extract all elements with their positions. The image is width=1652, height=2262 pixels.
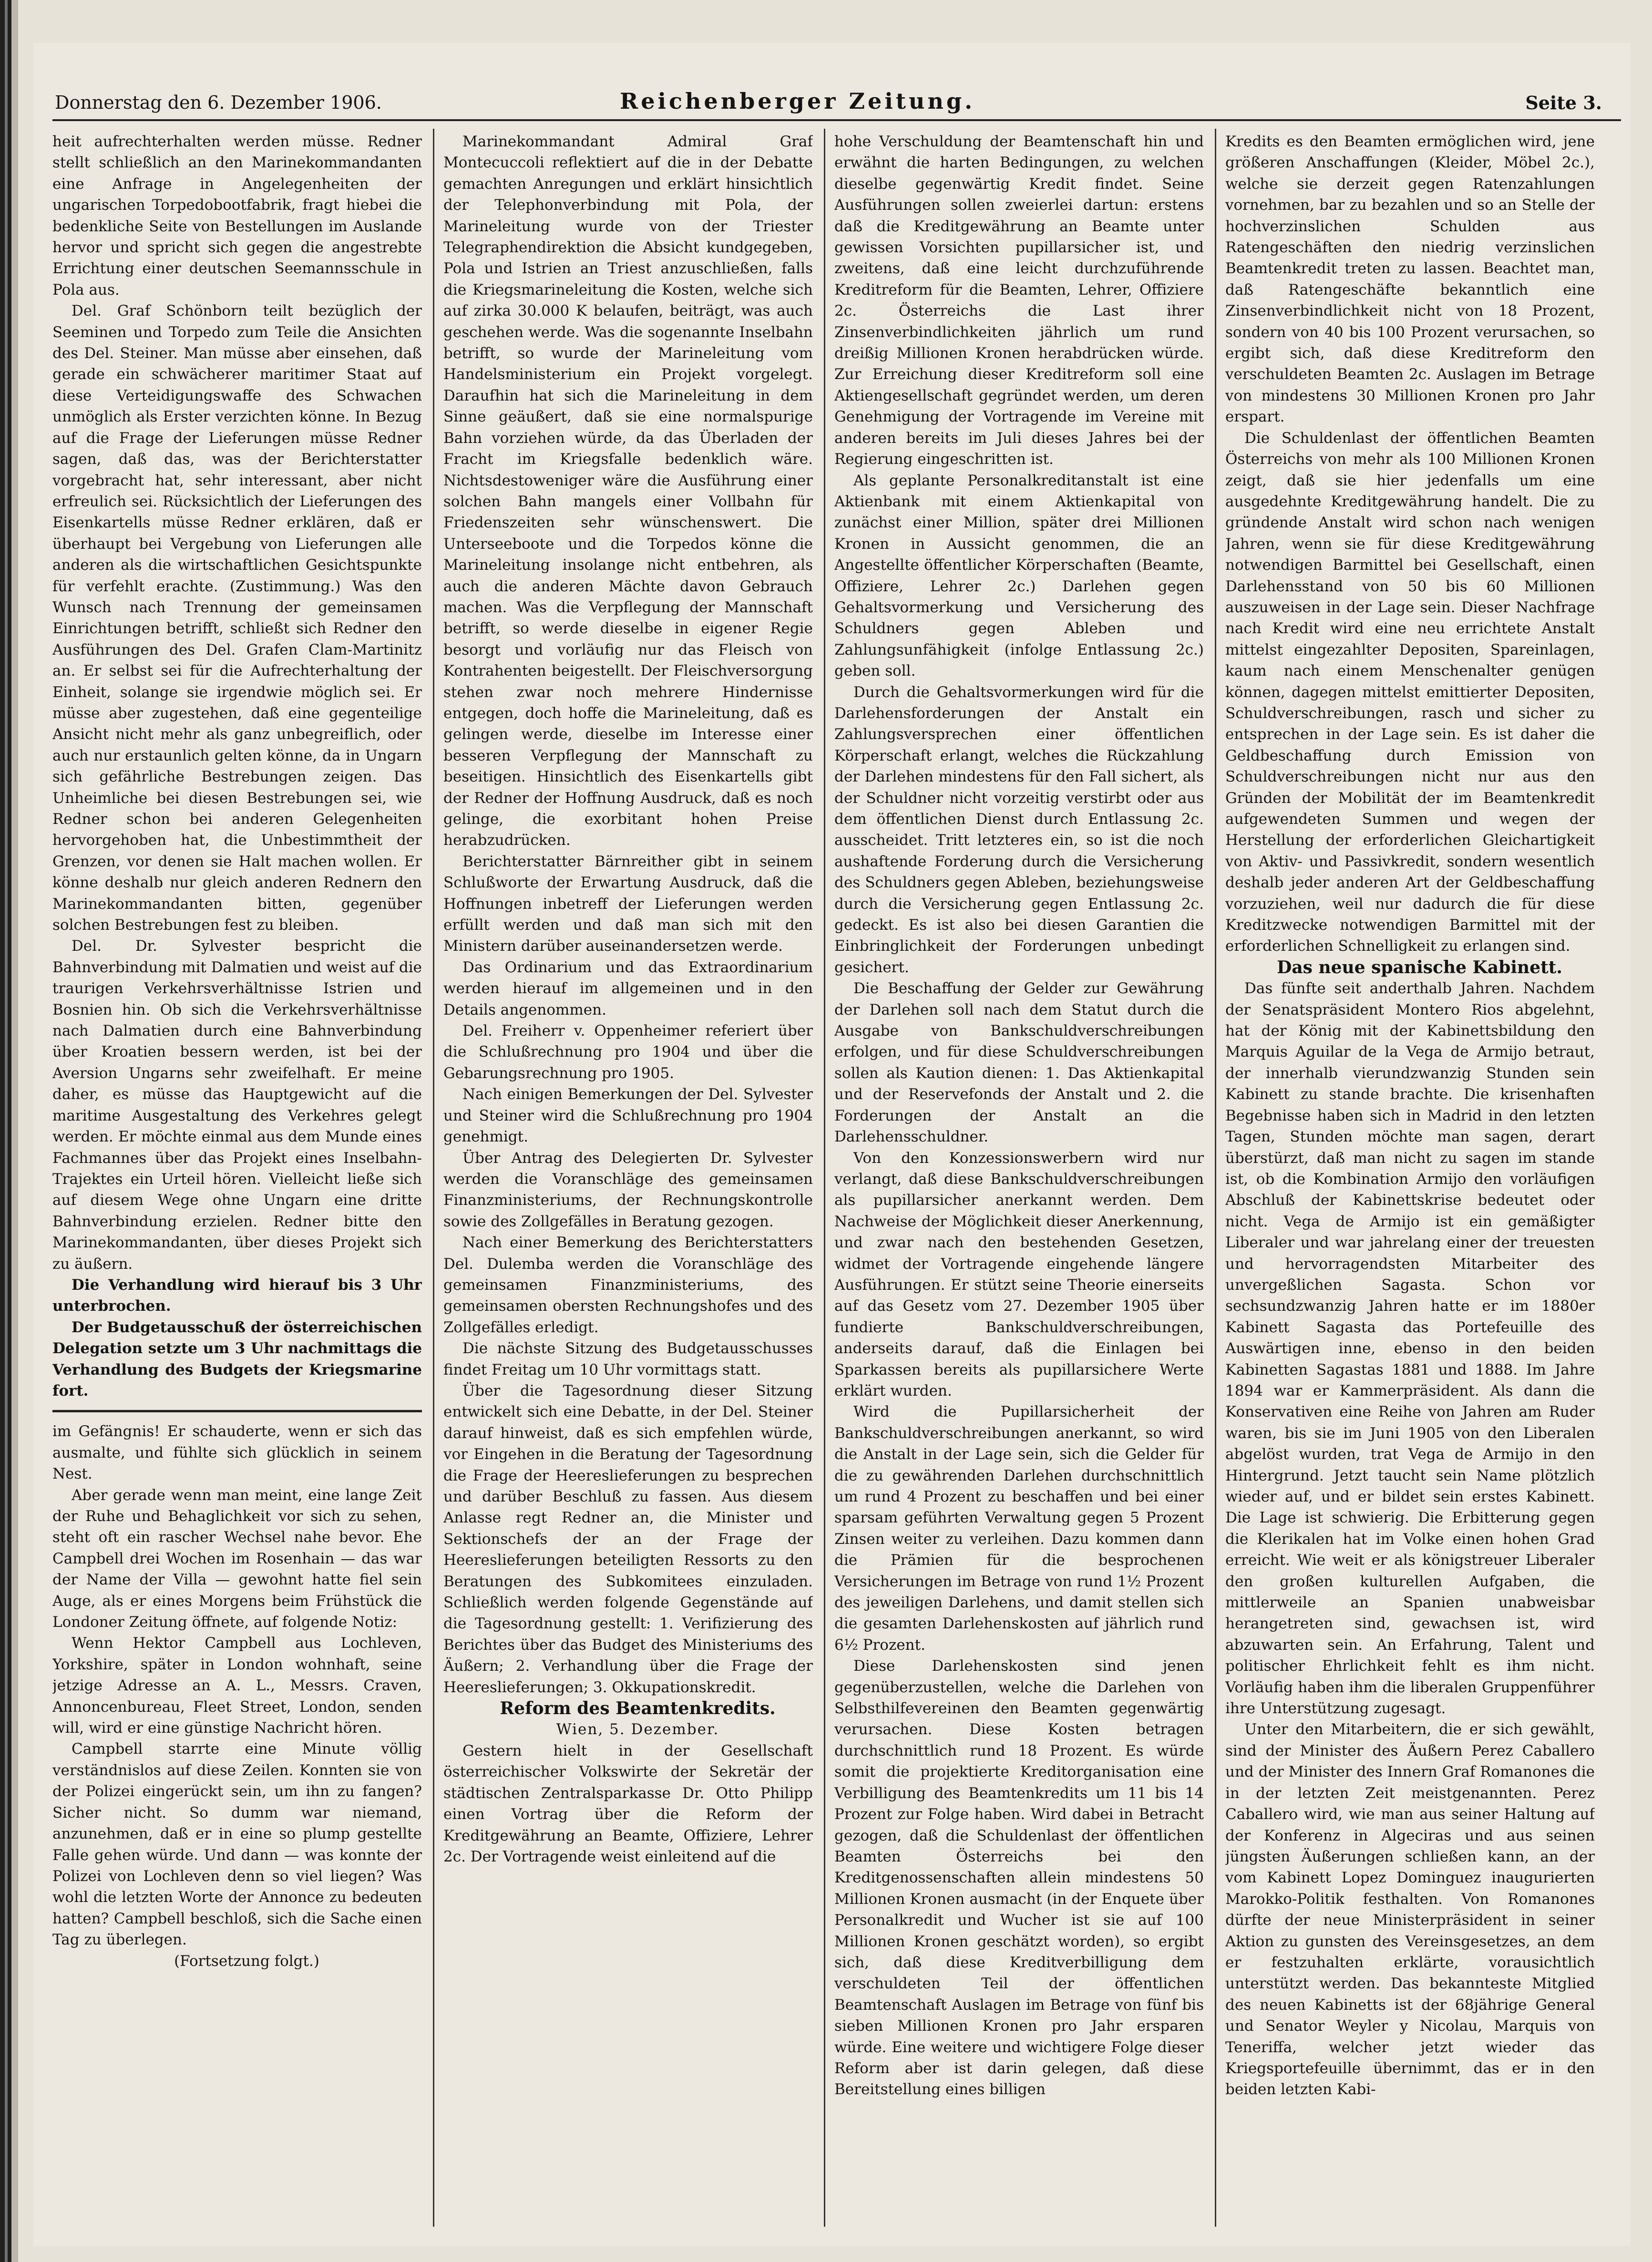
paragraph: Über die Tagesordnung dieser Sitzung entwickelt sich eine Debatte, in der Del. Steiner darauf hinweist, daß es sich empfehlen würde, vor Eingehen in die Beratung der Tagesordnung die Frage der Heereslieferungen zu besprechen und darüber Beschluß zu fassen. Aus diesem Anlasse regt Redner an, die Minister und Sektionschefs der an der Frage der Heereslieferungen beteiligten Ressorts zu den Beratungen des Subkomitees einzuladen. Schließlich werden folgende Gegenstände auf die Tagesordnung gestellt: 1. Verifizierung des Berichtes über das Budget des Ministeriums des Äußern; 2. Verhandlung über die Frage der Heereslieferungen; 3. Okkupationskredit.: [443, 1382, 813, 1696]
paragraph: Das Ordinarium und das Extraordinarium werden hierauf im allgemeinen und in den Details angenommen.: [443, 958, 813, 1018]
column-rule: [433, 129, 434, 2227]
paragraph: Marinekommandant Admiral Graf Montecuccoli reflektiert auf die in der Debatte gemachten Anregungen und erklärt hinsichtlich der Telephonverbindung mit Pola, der Marineleitung wurde von der Triester Telegraphendirektion die Absicht kundgegeben, Pola und Istrien an Triest anzuschließen, falls die Kriegsmarineleitung die Kosten, welche sich auf zirka 30.000 K belaufen, beiträgt, was auch geschehen werde. Was die sogenannte Inselbahn betrifft, so wurde der Marineleitung vom Handelsministerium ein Projekt vorgelegt. Daraufhin hat sich die Marineleitung in dem Sinne geäußert, daß sie eine normalspurige Bahn vorziehen würde, da das Überladen der Fracht im Kriegsfalle bedenklich wäre. Nichtsdestoweniger wäre die Ausführung einer solchen Bahn mangels einer Vollbahn für Friedenszeiten sehr wünschenswert. Die Unterseeboote und die Torpedos könne die Marineleitung insolange nicht entbehren, als auch die anderen Mächte davon Gebrauch machen. Was die Verpflegung der Mannschaft betrifft, so werde dieselbe in eigener Regie besorgt und vorläufig nur das Fleisch von Kontrahenten beigestellt. Der Fleischversorgung stehen zwar noch mehrere Hindernisse entgegen, doch hoffe die Marineleitung, daß es gelingen werde, dieselbe im Interesse einer besseren Verpflegung der Mannschaft zu beseitigen. Hinsichtlich des Eisenkartells gibt der Redner der Hoffnung Ausdruck, daß es noch gelinge, die exorbitant hohen Preise herabzudrücken.: [443, 133, 813, 849]
feuilleton-rule: [52, 1410, 422, 1412]
paragraph: Del. Freiherr v. Oppenheimer referiert über die Schlußrechnung pro 1904 und über die Gebarungsrechnung pro 1905.: [443, 1022, 813, 1082]
scan-edge: [0, 0, 18, 2262]
paragraph: Gestern hielt in der Gesellschaft österreichischer Volkswirte der Sekretär der städtischen Zentralsparkasse Dr. Otto Philipp einen Vortrag über die Reform der Kreditgewährung an Beamte, Offiziere, Lehrer 2c. Der Vortragende weist einleitend auf die: [443, 1742, 813, 1865]
paragraph: Nach einer Bemerkung des Berichterstatters Del. Dulemba werden die Voranschläge des gemeinsamen Finanzministeriums, des gemeinsamen obersten Rechnungshofes und des Zollgefälles erledigt.: [443, 1234, 813, 1336]
paragraph: Über Antrag des Delegierten Dr. Sylvester werden die Voranschläge des gemeinsamen Finanzministeriums, der Rechnungskontrolle sowie des Zollgefälles in Beratung gezogen.: [443, 1149, 813, 1230]
header-rule: [52, 119, 1621, 121]
page-header: [33, 88, 1631, 117]
column-2: [443, 131, 813, 1867]
paragraph: Durch die Gehaltsvormerkungen wird für die Darlehensforderungen der Anstalt ein Zahlungsversprechen einer öffentlichen Körperschaft erlangt, welches die Rückzahlung der Darlehen mindestens für den Fall sichert, als der Schuldner nicht vorzeitig verstirbt oder aus dem öffentlichen Dienst durch Entlassung 2c. ausscheidet. Tritt letzteres ein, so ist die noch aushaftende Forderung durch die Versicherung des Schuldners gegen Ableben, beziehungsweise durch die Versicherung gegen Entlassung 2c. gedeckt. Es ist also bei diesen Garantien die Einbringlichkeit der Forderungen unbedingt gesichert.: [834, 683, 1204, 976]
column-rule: [1215, 129, 1216, 2227]
paragraph: Der Budgetausschuß der österreichischen Delegation setzte um 3 Uhr nachmittags die Verhandlung des Budgets der Kriegsmarine fort.: [52, 1318, 422, 1399]
masthead: Reichenberger Zeitung.: [620, 88, 975, 114]
paragraph: Die Schuldenlast der öffentlichen Beamten Österreichs von mehr als 100 Millionen Kronen zeigt, daß sie hier jedenfalls um eine ausgedehnte Kreditgewährung handelt. Die zu gründende Anstalt wird schon nach wenigen Jahren, wenn sie für diese Kreditgewährung notwendigen Barmittel bei Gesellschaft, einen Darlehensstand von 50 bis 60 Millionen auszuweisen in der Lage sein. Dieser Nachfrage nach Kredit wird eine neu errichtete Anstalt mittelst eingezahlter Depositen, Spareinlagen, kaum nach einem Menschenalter genügen können, dagegen mittelst emittierter Depositen, Schuldverschreibungen, rasch und sicher zu entsprechen in der Lage sein. Es ist daher die Geldbeschaffung durch Emission von Schuldverschreibungen nicht nur aus den Gründen der Mobilität der im Beamtenkredit aufgewendeten Summen und wegen der Herstellung der erforderlichen Gleichartigkeit von Aktiv- und Passivkredit, sondern wesentlich deshalb jeder anderen Art der Geldbeschaffung vorzuziehen, weil nur dadurch die für diese Kreditzwecke notwendigen Barmittel mit der erforderlichen Schnelligkeit zu erlangen sind.: [1225, 429, 1595, 955]
paragraph: Del. Graf Schönborn teilt bezüglich der Seeminen und Torpedo zum Teile die Ansichten des Del. Steiner. Man müsse aber einsehen, daß gerade ein schwächerer maritimer Staat auf diese Verteidigungswaffe des Schwachen unmöglich als Erster verzichten könne. In Bezug auf die Frage der Lieferungen müsse Redner sagen, daß das, was der Berichterstatter vorgebracht hat, sehr interessant, aber nicht erfreulich sei. Rücksichtlich der Lieferungen des Eisenkartells müsse Redner erklären, daß er überhaupt bei Vergebung von Lieferungen alle anderen als die wirtschaftlichen Gesichtspunkte für verfehlt erachte. (Zustimmung.) Was den Wunsch nach Trennung der gemeinsamen Einrichtungen betrifft, schließt sich Redner den Ausführungen des Del. Grafen Clam-Martinitz an. Er selbst sei für die Aufrechterhaltung der Einheit, solange sie irgendwie möglich sei. Er müsse aber zugestehen, daß eine gegenteilige Ansicht nicht mehr als ganz unbegreiflich, oder auch nur erstaunlich gelten könne, da in Ungarn sich gefährliche Bestrebungen zeigen. Das Unheimliche bei diesen Bestrebungen sei, wie Redner schon bei anderen Gelegenheiten hervorgehoben hat, die Unbestimmtheit der Grenzen, vor denen sie Halt machen wollen. Er könne deshalb nur gleich anderen Rednern den Marinekommandanten bitten, gegenüber solchen Bestrebungen fest zu bleiben.: [52, 302, 422, 934]
paragraph: Die nächste Sitzung des Budgetausschusses findet Freitag um 10 Uhr vormittags statt.: [443, 1340, 813, 1378]
paragraph: Das fünfte seit anderthalb Jahren. Nachdem der Senatspräsident Montero Rios abgelehnt, hat der König mit der Kabinettsbildung den Marquis Aguilar de la Vega de Armijo betraut, der innerhalb vierundzwanzig Stunden sein Kabinett zu stande brachte. Die krisenhaften Begebnisse haben sich in Madrid in den letzten Tagen, Stunden möchte man sagen, derart überstürzt, daß man nicht zu sagen im stande ist, ob die Kombination Armijo den vorläufigen Abschluß der Kabinettskrise bedeutet oder nicht. Vega de Armijo ist ein gemäßigter Liberaler und war jahrelang einer der treuesten und hervorragendsten Mitarbeiter des unvergeßlichen Sagasta. Schon vor sechsundzwanzig Jahren hatte er im 1880er Kabinett Sagasta das Portefeuille des Auswärtigen inne, ebenso in den beiden Kabinetten Sagastas 1881 und 1888. Im Jahre 1894 war er Kammerpräsident. Als dann die Konservativen eine Reihe von Jahren am Ruder waren, bis sie im Juni 1905 von den Liberalen abgelöst wurden, trat Vega de Armijo in den Hintergrund. Jetzt taucht sein Name plötzlich wieder auf, und er bildet sein erstes Kabinett. Die Lage ist schwierig. Die Erbitterung gegen die Klerikalen hat im Volke einen hohen Grad erreicht. Wie weit er als königstreuer Liberaler den großen kulturellen Aufgaben, die mittlerweile an Spanien unabweisbar herangetreten sind, gewachsen ist, wird abzuwarten sein. An Erfahrung, Talent und politischer Ehrlichkeit fehlt es ihm nicht. Vorläufig haben ihm die liberalen Gruppenführer ihre Unterstützung zugesagt.: [1225, 980, 1595, 1717]
dateline: Wien, 5. Dezember.: [556, 1721, 719, 1738]
paragraph: hohe Verschuldung der Beamtenschaft hin und erwähnt die harten Bedingungen, zu welchen dieselbe gegenwärtig Kredit findet. Seine Ausführungen sollen zweierlei dartun: erstens daß die Kreditgewährung an Beamte unter gewissen Vorsichten pupillarsicher ist, und zweitens, daß eine leicht durchzuführende Kreditreform für die Beamten, Lehrer, Offiziere 2c. Österreichs die Last ihrer Zinsenverbindlichkeiten jährlich um rund dreißig Millionen Kronen herabdrücken würde. Zur Erreichung dieser Kreditreform soll eine Aktiengesellschaft gegründet werden, um deren Genehmigung der Vortragende im Vereine mit anderen bereits im Juli dieses Jahres bei der Regierung eingeschritten ist.: [834, 133, 1204, 468]
column-3: [834, 131, 1204, 2100]
paragraph: Die Beschaffung der Gelder zur Gewährung der Darlehen soll nach dem Statut durch die Ausgabe von Bankschuldverschreibungen erfolgen, und für diese Schuldverschreibungen sollen als Kaution dienen: 1. Das Aktienkapital und der Reservefonds der Anstalt und 2. die Forderungen der Anstalt an die Darlehensschuldner.: [834, 980, 1204, 1146]
novel-paragraph: Wenn Hektor Campbell aus Lochleven, Yorkshire, später in London wohnhaft, seine jetzige Adresse an A. L., Messrs. Craven, Annoncenbureau, Fleet Street, London, senden will, wird er eine günstige Nachricht hören.: [52, 1635, 422, 1737]
paragraph: Wird die Pupillarsicherheit der Bankschuldverschreibungen anerkannt, so wird die Anstalt in der Lage sein, sich die Gelder für die zu gewährenden Darlehen durchschnittlich um rund 4 Prozent zu beschaffen und bei einer sparsam geführten Verwaltung gegen 5 Prozent Zinsen weiter zu verleihen. Dazu kommen dann die Prämien für die besprochenen Versicherungen im Betrage von rund 1½ Prozent des jeweiligen Darlehens, und damit stellen sich die gesamten Darlehenskosten auf jährlich rund 6½ Prozent.: [834, 1403, 1204, 1654]
paragraph: Del. Dr. Sylvester bespricht die Bahnverbindung mit Dalmatien und weist auf die traurigen Verkehrsverhältnisse Istrien und Bosnien hin. Ob sich die Verkehrsverhältnisse nach Dalmatien durch eine Bahnverbindung über Kroatien bessern werden, ist bei der Aversion Ungarns sehr zweifelhaft. Er meine daher, es müsse das Hauptgewicht auf die maritime Ausgestaltung des Verkehres gelegt werden. Er möchte einmal aus dem Munde eines Fachmannes über das Projekt eines Inselbahn-Trajektes ein Urteil hören. Vielleicht ließe sich auf diesem Wege ohne Ungarn eine dritte Bahnverbindung erzielen. Redner bitte den Marinekommandanten, über dieses Projekt sich zu äußern.: [52, 937, 422, 1273]
article-headline: Das neue spanische Kabinett.: [1277, 957, 1562, 977]
paragraph: Als geplante Personalkreditanstalt ist eine Aktienbank mit einem Aktienkapital von zunächst einer Million, später drei Millionen Kronen in Aussicht genommen, die an Angestellte öffentlicher Körperschaften (Beamte, Offiziere, Lehrer 2c.) Darlehen gegen Gehaltsvormerkung und Versicherung des Schuldners gegen Ableben und Zahlungsunfähigkeit (infolge Entlassung 2c.) geben soll.: [834, 472, 1204, 680]
paragraph: Von den Konzessionswerbern wird nur verlangt, daß diese Bankschuldverschreibungen als pupillarsicher anerkannt werden. Dem Nachweise der Möglichkeit dieser Anerkennung, und zwar nach den bestehenden Gesetzen, widmet der Vortragende eingehende längere Ausführungen. Er stützt seine Theorie einerseits auf das Gesetz vom 27. Dezember 1905 über fundierte Bankschuldverschreibungen, anderseits darauf, daß die Einlagen bei Sparkassen bereits als pupillarsichere Werte erklärt wurden.: [834, 1149, 1204, 1399]
paragraph: Nach einigen Bemerkungen der Del. Sylvester und Steiner wird die Schlußrechnung pro 1904 genehmigt.: [443, 1086, 813, 1146]
novel-paragraph: Aber gerade wenn man meint, eine lange Zeit der Ruhe und Behaglichkeit vor sich zu sehen, steht oft ein rascher Wechsel nahe bevor. Ehe Campbell drei Wochen im Rosenhain — das war der Name der Villa — gewohnt hatte fiel sein Auge, als er eines Morgens beim Frühstück die Londoner Zeitung öffnete, auf folgende Notiz:: [52, 1486, 422, 1631]
column-rule: [824, 129, 825, 2227]
column-4: [1225, 131, 1595, 2100]
novel-paragraph: im Gefängnis! Er schauderte, wenn er sich das ausmalte, und fühlte sich glücklich in seinem Nest.: [52, 1423, 422, 1483]
paragraph: Die Verhandlung wird hierauf bis 3 Uhr unterbrochen.: [52, 1276, 422, 1315]
paragraph: Berichterstatter Bärnreither gibt in seinem Schlußworte der Erwartung Ausdruck, daß die Hoffnungen inbetreff der Lieferungen werden erfüllt werden und daß man sich mit den Ministern darüber auseinandersetzen werde.: [443, 853, 813, 955]
paragraph: Kredits es den Beamten ermöglichen wird, jene größeren Anschaffungen (Kleider, Möbel 2c.), welche sie derzeit gegen Ratenzahlungen vornehmen, bar zu bezahlen und so an Stelle der hochverzinslichen Schulden aus Ratengeschäften den niedrig verzinslichen Beamtenkredit treten zu lassen. Beachtet man, daß Ratengeschäfte bekanntlich eine Zinsenverbindlichkeit nicht von 18 Prozent, sondern von 40 bis 100 Prozent verursachen, so ergibt sich, daß diese Kreditreform den verschuldeten Beamten 2c. Auslagen im Betrage von mindestens 30 Millionen Kronen pro Jahr erspart.: [1225, 133, 1595, 426]
paragraph: Diese Darlehenskosten sind jenen gegenüberzustellen, welche die Darlehen von Selbsthilfevereinen den Beamten gegenwärtig verursachen. Diese Kosten betragen durchschnittlich rund 18 Prozent. Es würde somit die projektierte Kreditorganisation eine Verbilligung des Beamtenkredits um 11 bis 14 Prozent zur Folge haben. Wird dabei in Betracht gezogen, daß die Schuldenlast der öffentlichen Beamten Österreichs bei den Kreditgenossenschaften allein mindestens 50 Millionen Kronen ausmacht (in der Enquete über Personalkredit und Wucher ist sie auf 100 Millionen Kronen geschätzt worden), so ergibt sich, daß diese Kreditverbilligung dem verschuldeten Teil der öffentlichen Beamtenschaft Auslagen im Betrage von fünf bis sieben Millionen Kronen pro Jahr ersparen würde. Eine weitere und wichtigere Folge dieser Reform aber ist darin gelegen, daß diese Bereitstellung eines billigen: [834, 1657, 1204, 2098]
novel-paragraph: Campbell starrte eine Minute völlig verständnislos auf diese Zeilen. Konnten sie von der Polizei eingerückt sein, um ihn zu fangen? Sicher nicht. So dumm war niemand, anzunehmen, daß er in eine so plump gestellte Falle gehen würde. Und dann — was konnte der Polizei von Lochleven denn so viel liegen? Was wohl die letzten Worte der Annonce zu bedeuten hatten? Campbell beschloß, sich die Sache einen Tag zu überlegen.: [52, 1740, 422, 1949]
paragraph: Unter den Mitarbeitern, die er sich gewählt, sind der Minister des Äußern Perez Caballero und der Minister des Innern Graf Romanones die in der letzten Zeit meistgenannten. Perez Caballero wird, wie man aus seiner Haltung auf der Konferenz in Algeciras und aus seinen jüngsten Äußerungen schließen kann, an der vom Kabinett Lopez Dominguez inaugurierten Marokko-Politik festhalten. Von Romanones dürfte der neue Ministerpräsident in seiner Aktion zu gunsten des Vereinsgesetzes, an dem er festzuhalten erklärte, vorausichtlich unterstützt werden. Das bekannteste Mitglied des neuen Kabinetts ist der 68jährige General und Senator Weyler y Nicolau, Marquis von Teneriffa, welcher jetzt wieder das Kriegsportefeuille übernimmt, das er in den beiden letzten Kabi-: [1225, 1721, 1595, 2098]
page-number: Seite 3.: [1525, 92, 1602, 113]
article-headline: Reform des Beamtenkredits.: [500, 1698, 776, 1719]
continuation-note: (Fortsetzung folgt.): [174, 1952, 319, 1970]
newspaper-page: [33, 43, 1631, 2246]
issue-date: Donnerstag den 6. Dezember 1906.: [55, 92, 382, 113]
paragraph: heit aufrechterhalten werden müsse. Redner stellt schließlich an den Marinekommandanten eine Anfrage in Angelegenheiten der ungarischen Torpedobootfabrik, fragt hiebei die bedenkliche Seite von Bestellungen im Auslande hervor und spricht sich gegen die angestrebte Errichtung einer deutschen Seemannsschule in Pola aus.: [52, 133, 422, 298]
column-1: [52, 131, 422, 1972]
